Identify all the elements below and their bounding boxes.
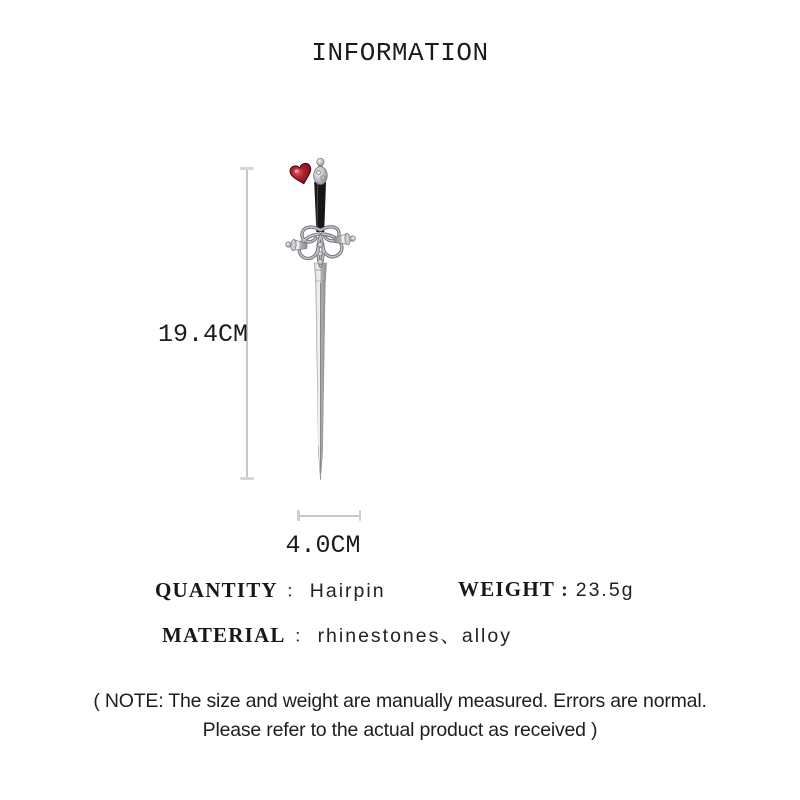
sword-hairpin-image [268,150,378,490]
quantity-label: QUANTITY [155,578,278,602]
material-value: rhinestones、alloy [317,625,512,647]
dimension-cap-bottom [240,477,254,480]
dimension-cap-left [297,510,300,521]
quantity-separator: ： [285,581,304,601]
page-title: INFORMATION [311,38,489,68]
note-line-2: Please refer to the actual product as received ) [202,719,598,741]
dimension-cap-top [240,167,254,170]
material-spec [162,620,512,648]
height-measurement-label: 19.4CM [158,320,249,349]
weight-label: WEIGHT [458,577,556,601]
note-line-1: ( NOTE: The size and weight are manually measured. Errors are normal. [93,690,707,712]
material-separator: ： [293,626,312,646]
quantity-value: Hairpin [309,580,386,602]
material-label: MATERIAL [162,623,286,647]
weight-separator: : [561,579,568,601]
width-measurement-label: 4.0CM [285,531,361,560]
note [0,687,800,745]
weight-spec [458,577,635,602]
quantity-spec [155,577,386,603]
width-dimension-line [298,515,360,517]
dimension-cap-right [359,510,362,521]
weight-value: 23.5g [575,579,635,601]
